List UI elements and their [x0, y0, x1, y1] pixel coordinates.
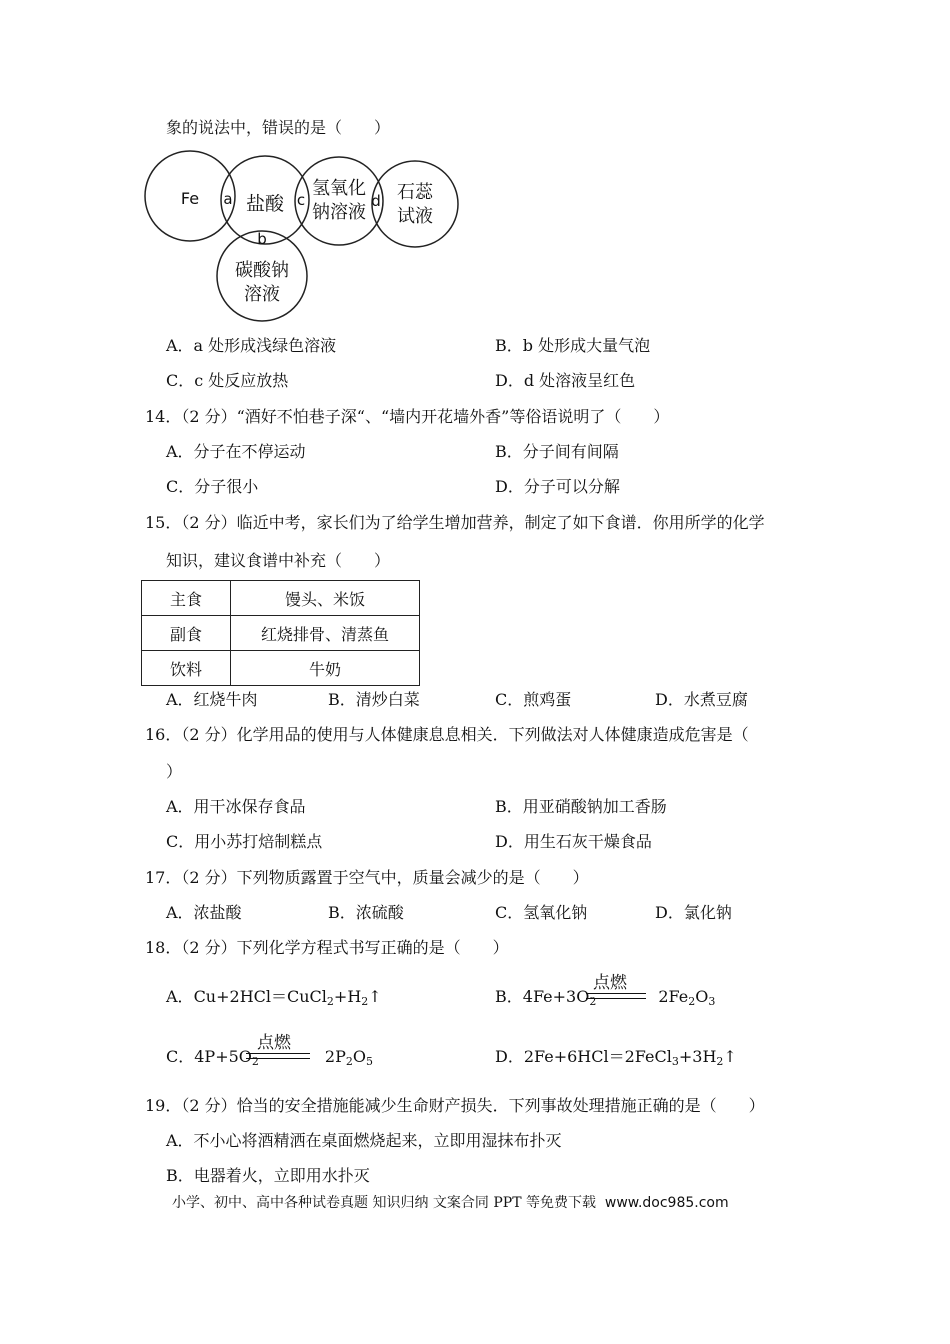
label-a: a [223, 190, 233, 208]
label-litmus-1: 石蕊 [397, 182, 433, 203]
label-hcl: 盐酸 [245, 193, 285, 215]
footer-link[interactable]: www.doc985.com [604, 1195, 729, 1211]
reaction-circles-diagram [140, 148, 470, 328]
q14-stem: 14．（2 分）“酒好不怕巷子深“、“墙内开花墙外香”等俗语说明了（ ） [145, 407, 670, 426]
q18-stem: 18．（2 分）下列化学方程式书写正确的是（ ） [145, 938, 509, 957]
circle-naoh [295, 157, 383, 245]
q13-option-a[interactable]: A．a 处形成浅绿色溶液 [166, 336, 337, 355]
condition-ignite: 点燃 [257, 1033, 291, 1053]
option-letter: D． [495, 1047, 524, 1066]
q19-stem: 19．（2 分）恰当的安全措施能减少生命财产损失．下列事故处理措施正确的是（ ） [145, 1096, 765, 1115]
q15-option-d[interactable]: D．水煮豆腐 [655, 690, 748, 709]
q18-option-d[interactable]: D．$2Fe+6HCl=2FeCl_3+3H_2↑$ [495, 1047, 737, 1068]
q14-option-a[interactable]: A．分子在不停运动 [166, 442, 306, 461]
reaction-equals-sign [246, 1053, 310, 1059]
q14-option-c[interactable]: C．分子很小 [166, 477, 259, 496]
table-cell-key: 主食 [142, 581, 231, 616]
table-cell-key: 饮料 [142, 651, 231, 686]
q17-stem: 17．（2 分）下列物质露置于空气中，质量会减少的是（ ） [145, 868, 589, 887]
q14-option-b[interactable]: B．分子间有间隔 [495, 442, 619, 461]
q15-option-a[interactable]: A．红烧牛肉 [166, 690, 258, 709]
q17-option-c[interactable]: C．氢氧化钠 [495, 903, 588, 922]
label-d: d [371, 192, 381, 210]
q13-option-b[interactable]: B．b 处形成大量气泡 [495, 336, 651, 355]
label-naoh-1: 氢氧化 [312, 178, 366, 199]
q19-option-a[interactable]: A．不小心将酒精洒在桌面燃烧起来，立即用湿抹布扑灭 [166, 1131, 562, 1150]
table-cell-value: 牛奶 [231, 651, 420, 686]
option-letter: B． [495, 987, 523, 1006]
circle-litmus [372, 161, 458, 247]
q14-option-d[interactable]: D．分子可以分解 [495, 477, 620, 496]
label-fe: Fe [180, 189, 200, 208]
option-letter: A． [166, 987, 194, 1006]
q13-option-c[interactable]: C．c 处反应放热 [166, 371, 289, 390]
table-cell-key: 副食 [142, 616, 231, 651]
label-naoh-2: 钠溶液 [312, 202, 366, 223]
q16-option-b[interactable]: B．用亚硝酸钠加工香肠 [495, 797, 667, 816]
q18-option-b[interactable]: B．$4Fe+3O_2$ $2Fe_2O_3$ [495, 987, 716, 1008]
q15-stem-line-1: 15．（2 分）临近中考，家长们为了给学生增加营养，制定了如下食谱．你用所学的化学 [145, 513, 765, 532]
label-na2co3-2: 溶液 [244, 284, 280, 305]
table-row [142, 651, 420, 686]
label-b: b [257, 230, 267, 248]
q19-option-b[interactable]: B．电器着火，立即用水扑灭 [166, 1166, 370, 1185]
q16-option-a[interactable]: A．用干冰保存食品 [166, 797, 306, 816]
condition-ignite: 点燃 [593, 973, 627, 993]
q16-option-d[interactable]: D．用生石灰干燥食品 [495, 832, 652, 851]
q18-option-a[interactable]: A．$Cu+2HCl=CuCl_2+H_2↑$ [166, 987, 382, 1008]
q16-stem-line-2: ） [166, 762, 183, 781]
q15-option-b[interactable]: B．清炒白菜 [328, 690, 420, 709]
q13-stem-tail: 象的说法中，错误的是（ ） [166, 118, 391, 137]
menu-table [141, 580, 420, 686]
footer-text: 小学、初中、高中各种试卷真题 知识归纳 文案合同 PPT 等免费下载 [172, 1195, 596, 1211]
table-cell-value: 馒头、米饭 [231, 581, 420, 616]
label-litmus-2: 试液 [397, 206, 433, 227]
label-na2co3-1: 碳酸钠 [235, 260, 289, 281]
q17-option-a[interactable]: A．浓盐酸 [166, 903, 242, 922]
q16-option-c[interactable]: C．用小苏打焙制糕点 [166, 832, 323, 851]
q15-option-c[interactable]: C．煎鸡蛋 [495, 690, 572, 709]
option-letter: C． [166, 1047, 195, 1066]
label-c: c [296, 191, 306, 209]
q16-stem-line-1: 16．（2 分）化学用品的使用与人体健康息息相关．下列做法对人体健康造成危害是（ [145, 725, 749, 744]
table-row [142, 581, 420, 616]
q13-option-d[interactable]: D．d 处溶液呈红色 [495, 371, 636, 390]
q15-stem-line-2: 知识，建议食谱中补充（ ） [166, 551, 391, 570]
reaction-equals-sign [586, 993, 646, 999]
q18-option-c[interactable]: C．$4P+5O_2$ $2P_2O_5$ [166, 1047, 373, 1068]
q17-option-b[interactable]: B．浓硫酸 [328, 903, 404, 922]
page-footer [172, 1192, 729, 1212]
table-cell-value: 红烧排骨、清蒸鱼 [231, 616, 420, 651]
table-row [142, 616, 420, 651]
q17-option-d[interactable]: D．氯化钠 [655, 903, 732, 922]
